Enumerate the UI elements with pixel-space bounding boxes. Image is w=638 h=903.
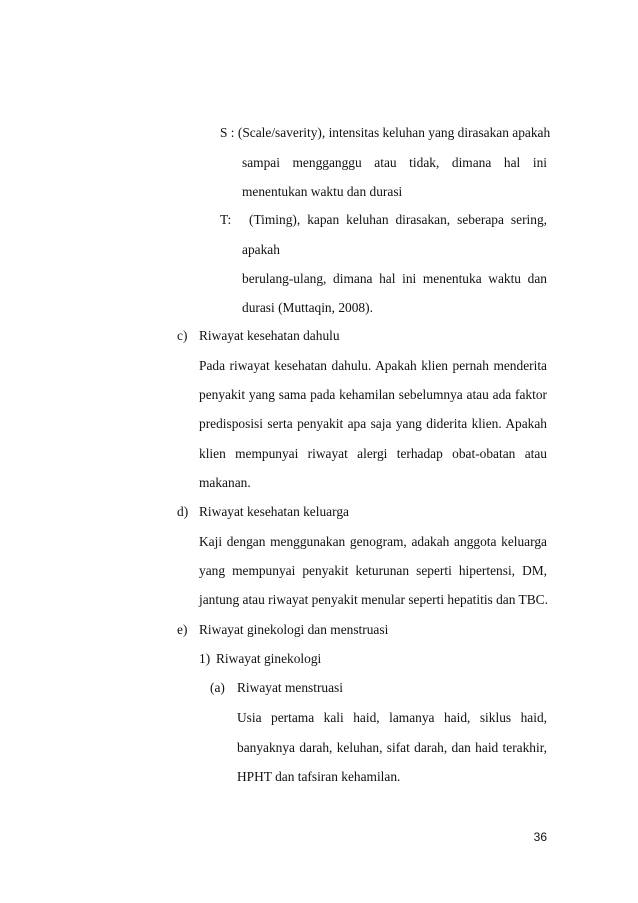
s-item-line-1: S : (Scale/saverity), intensitas keluhan yang dirasakan apakah bbox=[220, 125, 551, 140]
section-d-line-1: Kaji dengan menggunakan genogram, adakah anggota keluarga bbox=[199, 534, 547, 549]
t-item-line-2: apakah bbox=[242, 242, 280, 257]
t-item-label: T: bbox=[220, 212, 232, 227]
section-e-marker: e) bbox=[177, 622, 188, 637]
section-c-line-4: klien mempunyai riwayat alergi terhadap obat-obatan atau bbox=[199, 446, 547, 461]
section-d-line-3: jantung atau riwayat penyakit menular seperti hepatitis dan TBC. bbox=[199, 592, 548, 607]
section-d-marker: d) bbox=[177, 504, 189, 519]
section-c-heading: Riwayat kesehatan dahulu bbox=[199, 328, 340, 343]
t-item-line-3: berulang-ulang, dimana hal ini menentuka waktu dan bbox=[242, 271, 547, 286]
t-item-line-4: durasi (Muttaqin, 2008). bbox=[242, 300, 373, 315]
sub-1-marker: 1) bbox=[199, 651, 211, 666]
page-number: 36 bbox=[533, 830, 547, 844]
sub-a-line-2: banyaknya darah, keluhan, sifat darah, dan haid terakhir, bbox=[237, 740, 547, 755]
sub-a-marker: (a) bbox=[210, 680, 225, 695]
sub-a-line-1: Usia pertama kali haid, lamanya haid, siklus haid, bbox=[237, 710, 547, 725]
s-item-line-3: menentukan waktu dan durasi bbox=[242, 184, 403, 199]
s-item-line-2: sampai mengganggu atau tidak, dimana hal ini bbox=[242, 155, 547, 170]
sub-1-heading: Riwayat ginekologi bbox=[216, 651, 322, 666]
section-d-heading: Riwayat kesehatan keluarga bbox=[199, 504, 349, 519]
section-c-line-1: Pada riwayat kesehatan dahulu. Apakah klien pernah menderita bbox=[199, 358, 547, 373]
section-c-marker: c) bbox=[177, 328, 188, 343]
sub-a-line-3: HPHT dan tafsiran kehamilan. bbox=[237, 769, 401, 784]
section-c-line-2: penyakit yang sama pada kehamilan sebelumnya atau ada faktor bbox=[199, 387, 547, 402]
section-d-line-2: yang mempunyai penyakit keturunan seperti hipertensi, DM, bbox=[199, 563, 547, 578]
t-item-line-1: (Timing), kapan keluhan dirasakan, seberapa sering, bbox=[249, 212, 547, 227]
section-e-heading: Riwayat ginekologi dan menstruasi bbox=[199, 622, 389, 637]
section-c-line-3: predisposisi serta penyakit apa saja yang diderita klien. Apakah bbox=[199, 416, 547, 431]
section-c-line-5: makanan. bbox=[199, 475, 251, 490]
sub-a-heading: Riwayat menstruasi bbox=[237, 680, 343, 695]
